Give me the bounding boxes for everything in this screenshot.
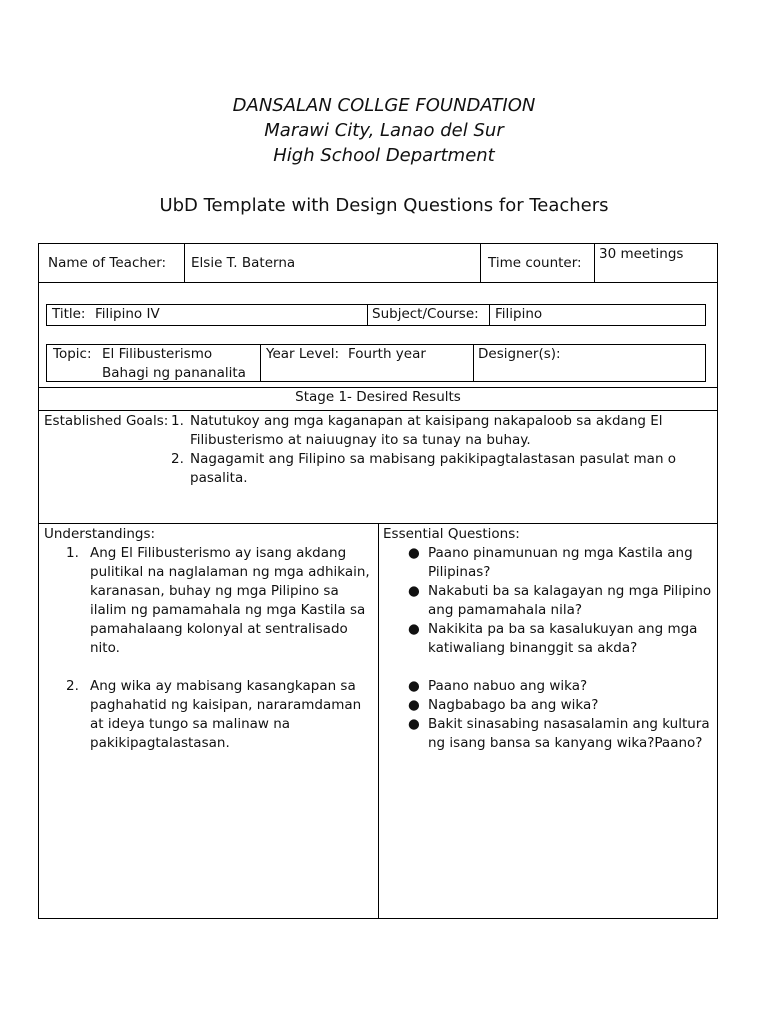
designers-label: Designer(s): bbox=[478, 346, 561, 362]
school-department: High School Department bbox=[273, 145, 495, 166]
understandings-list bbox=[66, 544, 371, 753]
subject-label: Subject/Course: bbox=[372, 306, 479, 322]
essential-questions-list bbox=[405, 544, 715, 753]
topic-value: El Filibusterismo bbox=[102, 346, 213, 362]
list-item: ● Paano nabuo ang wika? bbox=[408, 678, 588, 694]
bullet-icon: ● bbox=[408, 697, 420, 713]
goal-text: Natutukoy ang mga kaganapan at kaisipang nakapaloob sa akdang El bbox=[190, 413, 663, 429]
bullet-icon: ● bbox=[408, 678, 420, 694]
time-counter-label: Time counter: bbox=[488, 255, 582, 271]
item-number: 1. bbox=[66, 545, 79, 561]
subject-value: Filipino bbox=[495, 306, 543, 322]
goal-text: Filibusterismo at naiuugnay ito sa tunay na buhay. bbox=[190, 432, 531, 448]
teacher-label: Name of Teacher: bbox=[48, 255, 167, 271]
list-item: 1. Ang El Filibusterismo ay isang akdang pulitikal na naglalaman ng mga adhikain, karanasan, buhay ng mga Pilipino sa ilalim ng pamamahala ng mga Kastila sa pamahalaang kolonyal at sentralisado nito. bbox=[66, 545, 370, 656]
bullet-icon: ● bbox=[408, 545, 420, 561]
year-level-label: Year Level: bbox=[266, 346, 340, 362]
goals-label: Established Goals: bbox=[44, 413, 169, 429]
list-item: ● Paano pinamunuan ng mga Kastila ang Pilipinas? bbox=[408, 545, 693, 580]
teacher-value: Elsie T. Baterna bbox=[191, 255, 296, 271]
year-level-value: Fourth year bbox=[348, 346, 426, 362]
topic-label: Topic: bbox=[53, 346, 92, 362]
goal-text: Nagagamit ang Filipino sa mabisang pakikipagtalastasan pasulat man o bbox=[190, 451, 677, 467]
essential-questions-label: Essential Questions: bbox=[383, 526, 520, 542]
goal-number: 2. bbox=[171, 451, 184, 467]
bullet-icon: ● bbox=[408, 716, 420, 732]
goal-text: pasalita. bbox=[190, 470, 248, 486]
list-item: ● Nakikita pa ba sa kasalukuyan ang mga katiwaliang binanggit sa akda? bbox=[408, 621, 698, 656]
list-item: ● Nagbabago ba ang wika? bbox=[408, 697, 599, 713]
understandings-label: Understandings: bbox=[44, 526, 156, 542]
bullet-icon: ● bbox=[408, 621, 420, 637]
list-item: 2. Ang wika ay mabisang kasangkapan sa paghahatid ng kaisipan, nararamdaman at ideya tungo sa malinaw na pakikipagtalastasan. bbox=[66, 678, 362, 751]
time-counter-value: 30 meetings bbox=[599, 246, 684, 262]
bullet-icon: ● bbox=[408, 583, 420, 599]
list-item: ● Nakabuti ba sa kalagayan ng mga Pilipino ang pamamahala nila? bbox=[408, 583, 712, 618]
topic-value-2: Bahagi ng pananalita bbox=[102, 365, 246, 381]
school-name: DANSALAN COLLGE FOUNDATION bbox=[232, 95, 536, 116]
item-number: 2. bbox=[66, 678, 79, 694]
stage-heading: Stage 1- Desired Results bbox=[295, 389, 461, 405]
title-label: Title: bbox=[52, 306, 86, 322]
goal-number: 1. bbox=[171, 413, 184, 429]
title-value: Filipino IV bbox=[95, 306, 160, 322]
school-location: Marawi City, Lanao del Sur bbox=[264, 120, 504, 141]
list-item: ● Bakit sinasabing nasasalamin ang kultura ng isang bansa sa kanyang wika?Paano? bbox=[408, 716, 710, 751]
document-title: UbD Template with Design Questions for Teachers bbox=[159, 195, 609, 216]
